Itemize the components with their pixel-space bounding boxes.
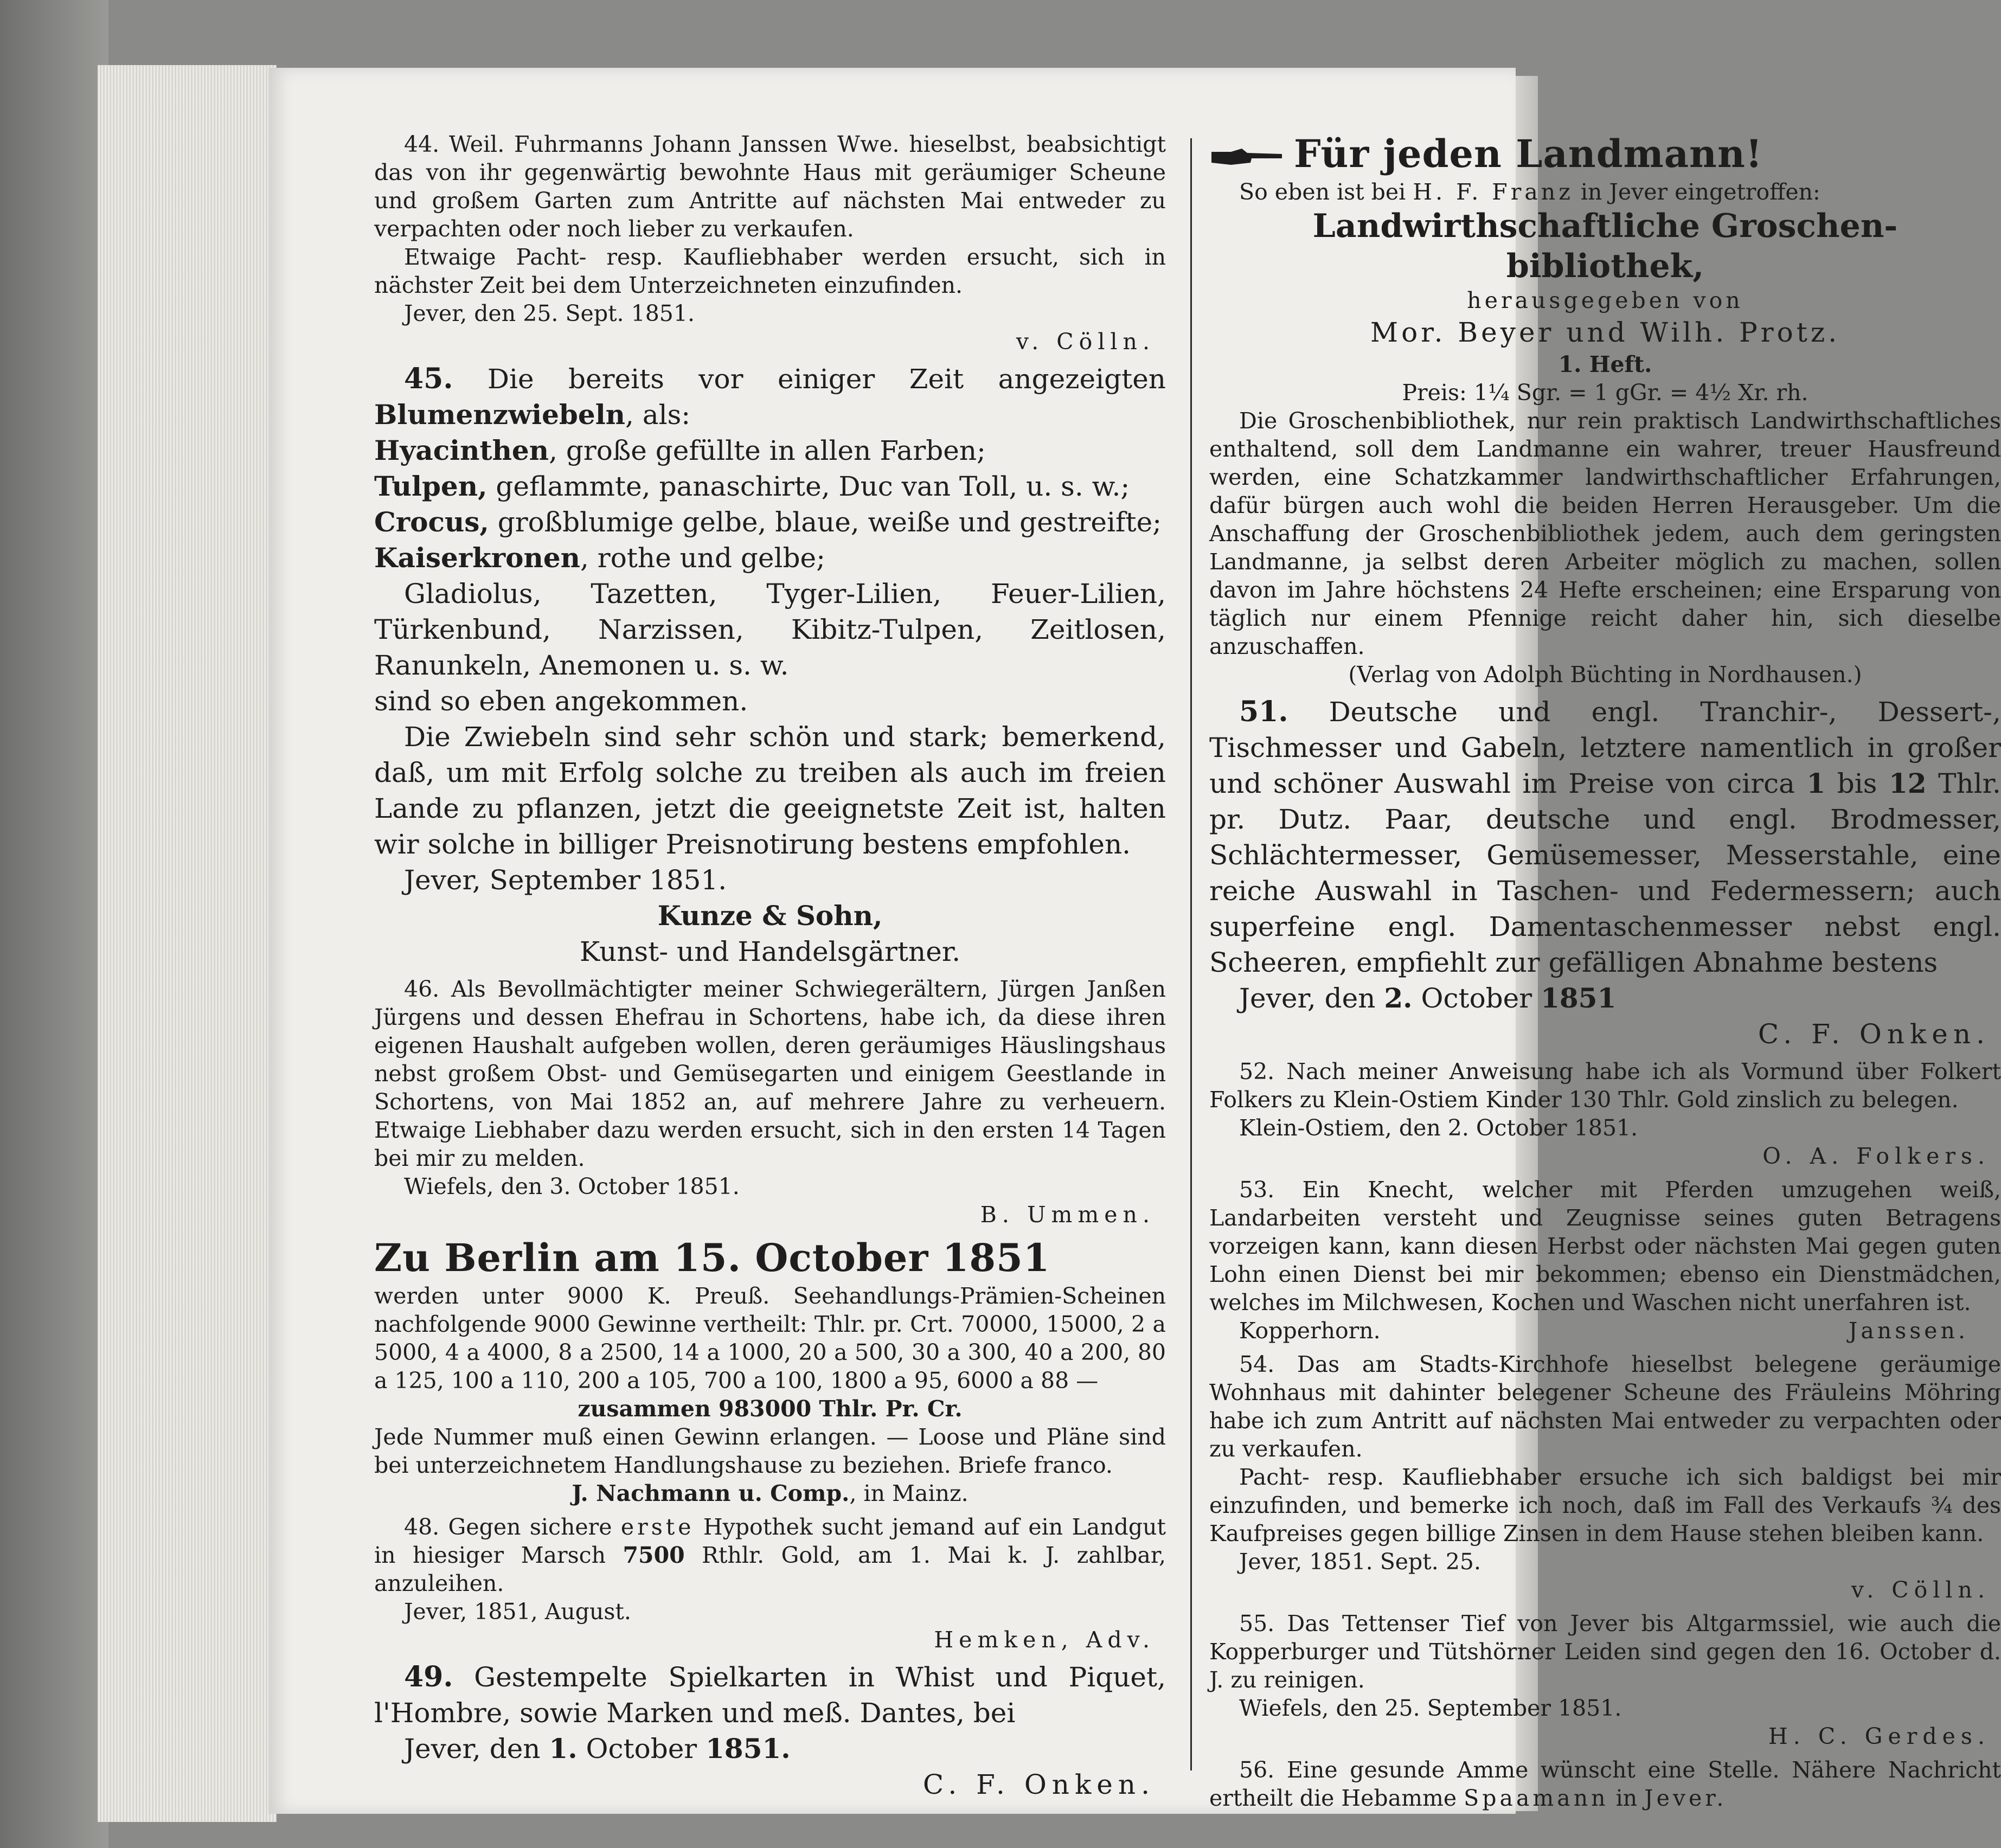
advert-55-date: Wiefels, den 25. September 1851. [1239,1695,1622,1721]
advert-49-date-c: 1. [549,1733,578,1764]
advert-44-text: 44. Weil. Fuhrmanns Johann Janssen Wwe. hieselbst, beabsichtigt das von ihr gegenwärtig bewohnte Haus mit geräumiger Scheune und großem Garten zum Antritte auf nächsten Mai entweder zu verpachten oder noch lieber zu verkaufen. [374,131,1166,242]
advert-51-text-a: Deutsche und engl. Tranchir-, Dessert-, Tischmesser und Gabeln, letztere namentlich in großer und schöner Auswahl im Preise von circa [1209,696,2001,799]
advert-48-text-a: 48. Gegen sichere [404,1514,612,1540]
advert-55-text: 55. Das Tettenser Tief von Jever bis Altgarmssiel, wie auch die Kopperburger und Tütshörner Leiden sind gegen den 16. October d. J. zu reinigen. [1209,1610,2001,1693]
advert-50-editors: Mor. Beyer und Wilh. Protz. [1370,317,1840,348]
advert-48 [374,1513,1166,1654]
advert-50-price: Preis: 1¼ Sgr. = 1 gGr. = 4½ Xr. rh. [1402,380,1808,406]
right-column [1209,130,2001,1818]
advert-45-intro: Die bereits vor einiger Zeit angezeigten [487,363,1166,395]
advert-53-place: Kopperhorn. [1239,1318,1381,1344]
advert-50-publisher: (Verlag von Adolph Büchting in Nordhausen.) [1348,662,1862,688]
advert-45 [374,361,1166,970]
advert-47-signature: J. Nachmann u. Comp. [572,1480,850,1506]
advert-45-kaiserkronen: Kaiserkronen [374,542,581,574]
advert-50 [1209,130,2001,689]
advert-47-text2: Jede Nummer muß einen Gewinn erlangen. — Loose und Pläne sind bei unterzeichnetem Handlungshause zu beziehen. Briefe franco. [374,1424,1166,1478]
advert-51-n1: 1 [1806,767,1826,799]
advert-56 [1209,1756,2001,1812]
page-stack-edge [98,65,277,1822]
advert-51-text-b: bis [1837,768,1877,799]
advert-51-text-c: Thlr. pr. Dutz. Paar, deutsche und engl. Brodmesser, Schlächtermesser, Gemüsemesser, Messerstahle, eine reiche Auswahl in Taschen- und Federmessern; auch superfeine engl. Damentaschenmesser nebst engl. Scheeren, empfiehlt zur gefälligen Abnahme bestens [1209,768,2001,978]
advert-52-signature: O. A. Folkers. [1762,1143,1990,1169]
newspaper-page [268,68,2001,1814]
advert-48-date: Jever, 1851, August. [404,1599,631,1625]
advert-45-tulpen: Tulpen, [374,470,488,502]
advert-48-text-spaced: erste [620,1514,695,1540]
advert-48-text-c: Rthlr. Gold, am 1. Mai k. J. zahlbar, anzuleihen. [374,1542,1166,1596]
advert-49-number: 49. [404,1660,453,1693]
advert-56-name: Spaamann [1464,1785,1609,1811]
advert-54 [1209,1350,2001,1604]
advert-44-signature: v. Cölln. [1016,329,1155,355]
advert-47-signature-end: , in Mainz. [849,1480,969,1506]
advert-46-signature: B. Ummen. [980,1202,1155,1228]
advert-46-date: Wiefels, den 3. October 1851. [404,1173,740,1199]
advert-54-text2: Pacht- resp. Kaufliebhaber ersuche ich sich baldigst bei mir einzufinden, und bemerke ich noch, daß im Fall des Verkaufs ¾ des Kaufpreises gegen billige Zinsen in dem Hause stehen bleiben kann. [1209,1464,2001,1547]
advert-45-line5: Gladiolus, Tazetten, Tyger-Lilien, Feuer-Lilien, Türkenbund, Narzissen, Kibitz-Tulpen, Zeitlosen, Ranunkeln, Anemonen u. s. w. [374,578,1166,681]
advert-50-text: Die Groschenbibliothek, nur rein praktisch Landwirthschaftliches enthaltend, soll dem Landmanne ein wahrer, treuer Hausfreund werden, eine Schatzkammer landwirthschaftlicher Erfahrungen, dafür bürgen auch wohl die beiden Herren Herausgeber. Um die Anschaffung der Groschenbibliothek jedem, auch dem geringsten Landmanne, ja selbst deren Arbeiter möglich zu machen, sollen davon im Jahre höchstens 24 Hefte erscheinen; eine Ersparung von täglich nur einem Pfennige reicht daher hin, sich dieselbe anzuschaffen. [1209,408,2001,659]
advert-45-intro-bold: Blumenzwiebeln [374,399,626,431]
advert-52-text: 52. Nach meiner Anweisung habe ich als Vormund über Folkert Folkers zu Klein-Ostiem Kinder 130 Thlr. Gold zinslich zu belegen. [1209,1058,2001,1113]
advert-45-line4: , rothe und gelbe; [580,542,825,574]
advert-52-date: Klein-Ostiem, den 2. October 1851. [1239,1115,1638,1141]
advert-51-signature: C. F. Onken. [1758,1018,1990,1050]
column-divider [1190,138,1192,1770]
advert-49-date-e: 1851. [706,1733,791,1764]
advert-46-text: 46. Als Bevollmächtigter meiner Schwiegerältern, Jürgen Janßen Jürgens und dessen Ehefrau in Schortens, habe ich, da diese ihren eigenen Haushalt aufgeben wollen, deren geräumiges Häuslingshaus nebst großem Obst- und Gemüsegarten und einigem Geestlande in Schortens, von Mai 1852 an, auf mehrere Jahre zu verheuern. Etwaige Liebhaber dazu werden ersucht, sich in den ersten 14 Tagen bei mir zu melden. [374,976,1166,1171]
advert-50-intro-a: So eben ist bei [1239,179,1406,205]
advert-45-intro-end: , als: [625,399,691,431]
advert-56-text-b: in [1615,1785,1638,1811]
pointing-hand-icon [1209,146,1285,168]
advert-45-hyacinthen: Hyacinthen [374,434,549,466]
advert-56-text-a: 56. Eine gesunde Amme wünscht eine Stelle. Nähere Nachricht ertheilt die Hebamme [1209,1757,2001,1811]
advert-49-signature: C. F. Onken. [922,1769,1155,1800]
advert-44 [374,130,1166,356]
advert-51-n2: 12 [1888,767,1927,799]
advert-44-text2: Etwaige Pacht- resp. Kaufliebhaber werden ersucht, sich in nächster Zeit bei dem Unterzeichneten einzufinden. [374,244,1166,298]
advert-47-total: zusammen 983000 Thlr. Pr. Cr. [578,1396,963,1422]
advert-50-intro-name: H. F. Franz [1413,179,1574,205]
advert-51-date-a: Jever, den [1239,983,1376,1014]
advert-47-text: werden unter 9000 K. Preuß. Seehandlungs-Prämien-Scheinen nachfolgende 9000 Gewinne vertheilt: Thlr. pr. Crt. 70000, 15000, 2 a 5000, 4 a 4000, 8 a 2500, 14 a 1000, 20 a 500, 30 a 300, 40 a 200, 80 a 125, 100 a 110, 200 a 105, 700 a 100, 1800 a 95, 6000 a 88 — [374,1283,1166,1394]
book-spine [0,0,108,1848]
advert-51-date-c: October [1421,983,1532,1014]
advert-45-line3: großblumige gelbe, blaue, weiße und gestreifte; [489,506,1162,538]
advert-50-title-line2: bibliothek, [1506,247,1704,285]
advert-49-date-a: Jever, [404,1733,481,1764]
advert-51-date-d: 1851 [1541,982,1617,1014]
advert-49-date-d: October [586,1733,697,1764]
advert-44-date: Jever, den 25. Sept. 1851. [404,300,695,326]
left-column [374,130,1166,1808]
advert-50-issue: 1. Heft. [1558,351,1652,377]
advert-49-text: Gestempelte Spielkarten in Whist und Piquet, l'Hombre, sowie Marken und meß. Dantes, bei [374,1661,1166,1729]
advert-54-text: 54. Das am Stadts-Kirchhofe hieselbst belegene geräumige Wohnhaus mit dahinter belegener Scheune des Fräuleins Möhring habe ich zum Antritt auf nächsten Mai entweder zu verpachten oder zu verkaufen. [1209,1351,2001,1462]
advert-47-headline: Zu Berlin am 15. October 1851 [374,1235,1050,1280]
advert-48-signature: Hemken, Adv. [934,1627,1155,1653]
advert-56-town: Jever. [1644,1785,1727,1811]
advert-46 [374,975,1166,1229]
advert-51 [1209,694,2001,1052]
advert-45-crocus: Crocus, [374,506,489,538]
advert-50-editors-intro: herausgegeben von [1467,287,1743,313]
advert-45-line6: sind so eben angekommen. [374,685,748,717]
advert-50-title-line1: Landwirthschaftliche Groschen- [1312,207,1898,245]
advert-48-amount: 7500 [623,1542,685,1568]
advert-54-date: Jever, 1851. Sept. 25. [1239,1549,1481,1575]
advert-53-signature: Janssen. [1848,1318,1968,1344]
advert-50-headline: Für jeden Landmann! [1294,131,1763,176]
advert-52 [1209,1057,2001,1170]
advert-54-signature: v. Cölln. [1851,1577,1990,1603]
advert-55 [1209,1609,2001,1750]
advert-48-text-b: Hypothek sucht jemand auf ein Landgut in hiesiger Marsch [374,1514,1166,1568]
advert-45-line1: , große gefüllte in allen Farben; [549,435,986,466]
advert-45-number: 45. [404,362,453,395]
advert-55-signature: H. C. Gerdes. [1768,1723,1990,1749]
advert-49-date-b: den [489,1733,541,1764]
advert-53 [1209,1176,2001,1345]
advert-50-intro-b: in Jever eingetroffen: [1580,179,1820,205]
advert-45-date: Jever, September 1851. [404,864,727,896]
advert-53-text: 53. Ein Knecht, welcher mit Pferden umzugehen weiß, Landarbeiten versteht und Zeugnisse seines guten Betragens vorzeigen kann, kann diesen Herbst oder nächsten Mai gegen guten Lohn einen Dienst bei mir bekommen; ebenso ein Dienstmädchen, welches im Milchwesen, Kochen und Waschen nicht unerfahren ist. [1209,1177,2001,1316]
advert-45-line2: geflammte, panaschirte, Duc van Toll, u. s. w.; [487,471,1130,502]
advert-45-signature-sub: Kunst- und Handelsgärtner. [579,936,961,967]
advert-45-line7: Die Zwiebeln sind sehr schön und stark; bemerkend, daß, um mit Erfolg solche zu treiben als auch im freien Lande zu pflanzen, jetzt die geeignetste Zeit ist, halten wir solche in billiger Preisnotirung bestens empfohlen. [374,721,1166,860]
advert-51-date-b: 2. [1384,982,1413,1014]
advert-47 [374,1234,1166,1507]
advert-49 [374,1659,1166,1802]
advert-45-signature: Kunze & Sohn, [657,900,883,932]
advert-51-number: 51. [1239,695,1288,728]
